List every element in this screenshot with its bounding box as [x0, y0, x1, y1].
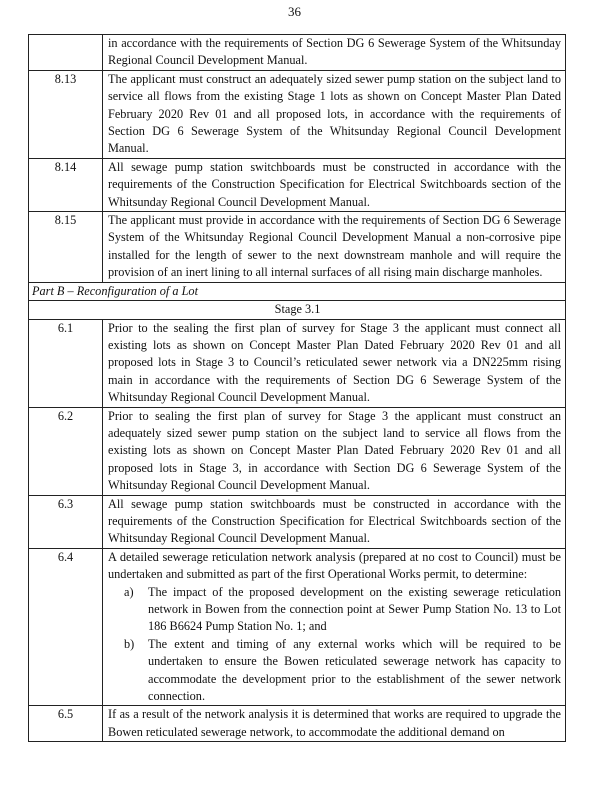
table-row [29, 212, 566, 283]
condition-text: in accordance with the requirements of Section DG 6 Sewerage System of the Whitsunday Regional Council Development Manual. [103, 35, 566, 71]
condition-text: All sewage pump station switchboards must be constructed in accordance with the requirements of the Construction Specification for Electrical Switchboards section of the Whitsunday Regional Council Development Manual. [103, 495, 566, 548]
condition-text: Prior to the sealing the first plan of survey for Stage 3 the applicant must connect all existing lots as shown on Concept Master Plan Dated February 2020 Rev 01 and all proposed lots in Stage 3 to Council’s reticulated sewer network via a DN225mm rising main in accordance with the requirements of Section DG 6 Sewerage System of the Whitsunday Regional Council Development Manual. [103, 319, 566, 407]
list-item [108, 636, 561, 706]
condition-number: 6.3 [29, 495, 103, 548]
table-row [29, 706, 566, 742]
part-b-heading: Part B – Reconfiguration of a Lot [29, 282, 566, 300]
table-row [29, 495, 566, 548]
condition-text: The applicant must provide in accordance with the requirements of Section DG 6 Sewerage System of the Whitsunday Regional Council Development Manual a non-corrosive pipe installed for the length of sewer to the next downstream manhole and will require the provision of an inert lining to all internal surfaces of all rising main discharge manholes. [103, 212, 566, 283]
condition-intro: A detailed sewerage reticulation network analysis (prepared at no cost to Council) must be undertaken and submitted as part of the first Operational Works permit, to determine: [108, 549, 561, 582]
condition-text: If as a result of the network analysis it is determined that works are required to upgrade the Bowen reticulated sewerage network, to accommodate the additional demand on [103, 706, 566, 742]
conditions-table [28, 34, 566, 742]
condition-number [29, 35, 103, 71]
condition-number: 6.4 [29, 548, 103, 706]
list-marker: b) [124, 636, 135, 651]
condition-number: 6.5 [29, 706, 103, 742]
condition-number: 6.2 [29, 407, 103, 495]
table-row [29, 319, 566, 407]
list-marker: a) [124, 584, 134, 599]
list-item-text: The impact of the proposed development on the existing sewerage reticulation network in Bowen from the connection point at Sewer Pump Station No. 13 to Lot 186 B6624 Pump Station No. 1; and [148, 584, 561, 634]
list-item-text: The extent and timing of any external works which will be required to be undertaken to ensure the Bowen reticulated sewerage network has capacity to accommodate the development prior to the establishment of the sewer network connection. [148, 636, 561, 704]
condition-text: Prior to sealing the first plan of survey for Stage 3 the applicant must construct an adequately sized sewer pump station on the subject land to service all flows from the existing lots as shown on Concept Master Plan Dated February 2020 Rev 01 and all proposed lots in Stage 3, in accordance with Section DG 6 Sewerage System of the Whitsunday Regional Council Development Manual. [103, 407, 566, 495]
list-item [108, 584, 561, 636]
condition-text: All sewage pump station switchboards must be constructed in accordance with the requirements of the Construction Specification for Electrical Switchboards section of the Whitsunday Regional Council Development Manual. [103, 158, 566, 211]
table-row [29, 407, 566, 495]
sub-condition-list [108, 584, 561, 706]
stage-heading: Stage 3.1 [29, 301, 566, 319]
page-number: 36 [288, 4, 301, 19]
table-row [29, 35, 566, 71]
stage-heading-row [29, 301, 566, 319]
condition-text [103, 548, 566, 706]
condition-number: 8.14 [29, 158, 103, 211]
condition-number: 8.13 [29, 70, 103, 158]
section-heading-row [29, 282, 566, 300]
table-row [29, 158, 566, 211]
condition-number: 6.1 [29, 319, 103, 407]
table-row [29, 548, 566, 706]
condition-number: 8.15 [29, 212, 103, 283]
condition-text: The applicant must construct an adequately sized sewer pump station on the subject land to service all flows from the existing Stage 1 lots as shown on Concept Master Plan Dated February 2020 Rev 01 and all proposed lots, in accordance with the requirements of Section DG 6 Sewerage System of the Whitsunday Regional Council Development Manual. [103, 70, 566, 158]
table-row [29, 70, 566, 158]
